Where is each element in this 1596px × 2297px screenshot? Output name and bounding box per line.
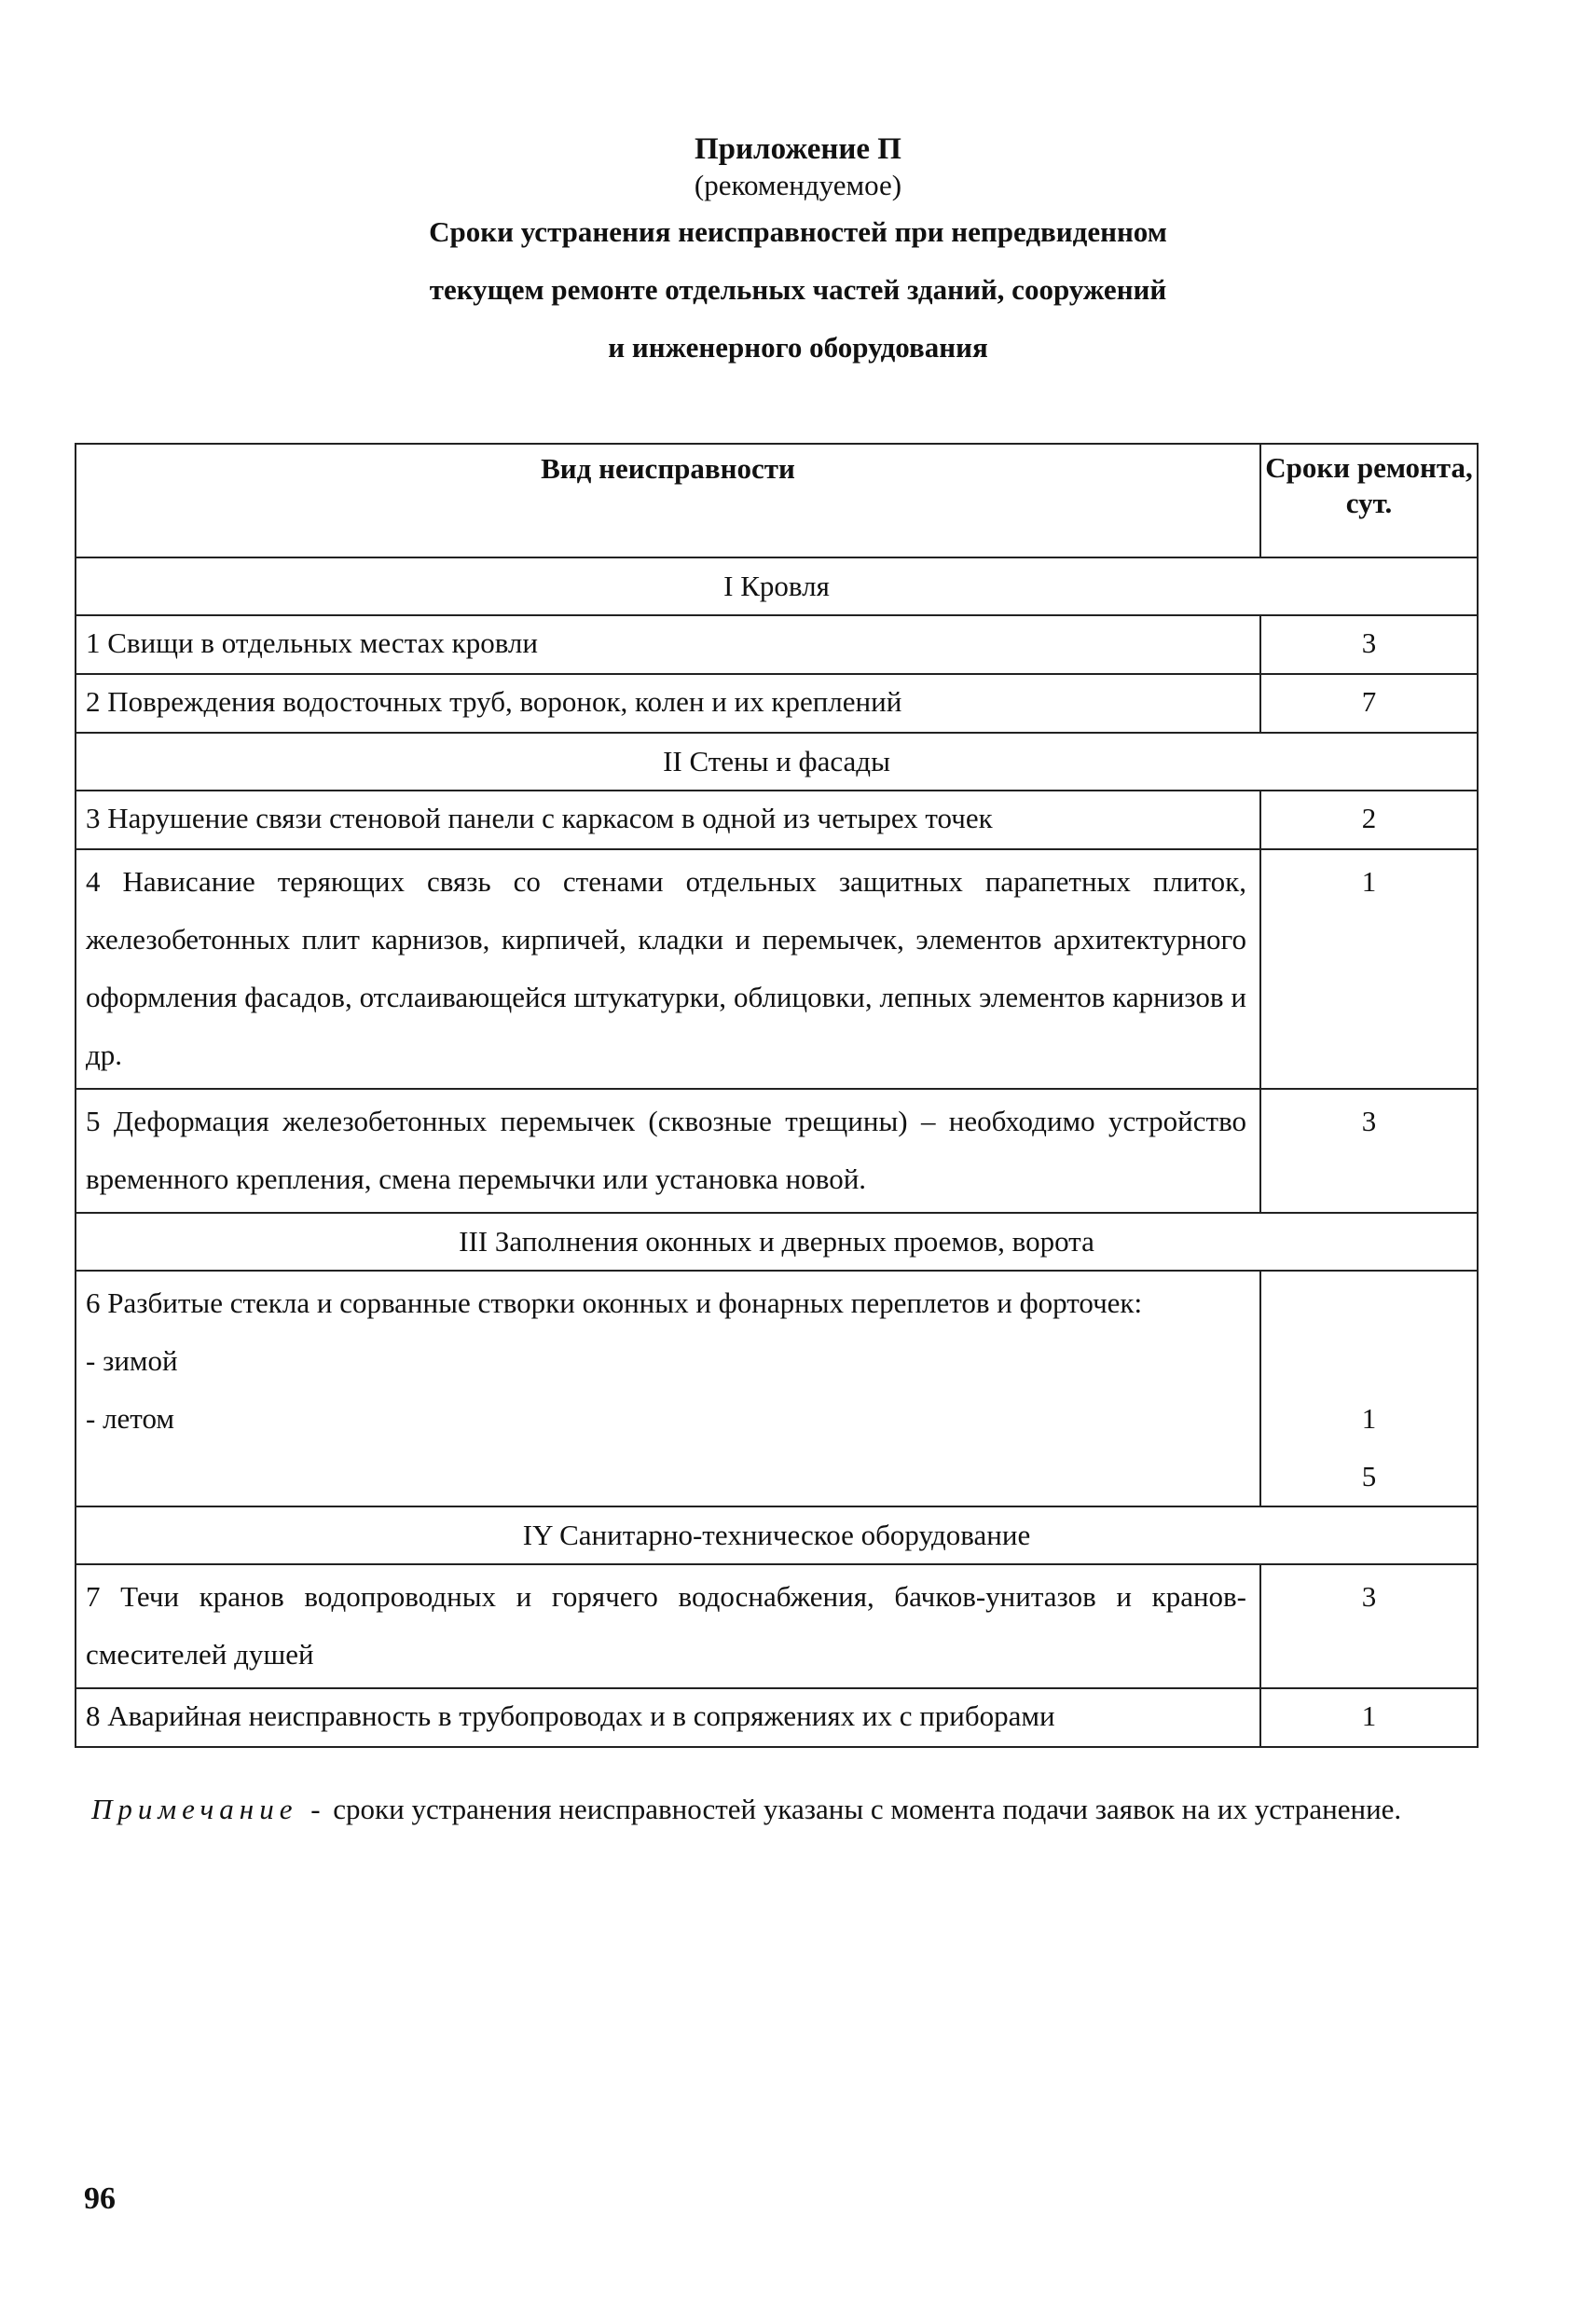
table-row	[76, 1271, 1478, 1506]
appendix-header	[0, 131, 1596, 377]
table-row	[76, 674, 1478, 733]
table-row	[76, 615, 1478, 674]
repair-term: 3	[1260, 615, 1478, 674]
section-row	[76, 1506, 1478, 1564]
page-number: 96	[84, 2181, 116, 2216]
table-row	[76, 1688, 1478, 1747]
section-title: II Стены и фасады	[76, 733, 1478, 791]
repair-term	[1260, 1271, 1478, 1506]
fault-description: 1 Свищи в отдельных местах кровли	[76, 615, 1260, 674]
section-row	[76, 557, 1478, 615]
title-line: Сроки устранения неисправностей при непредвиденном	[429, 215, 1167, 248]
appendix-label: Приложение П	[695, 132, 901, 166]
section-row	[76, 733, 1478, 791]
fault-sub-item: - летом	[86, 1402, 174, 1435]
fault-description	[76, 1271, 1260, 1506]
column-header-term: Сроки ремонта, сут.	[1260, 444, 1478, 557]
table-row	[76, 849, 1478, 1089]
section-title: I Кровля	[76, 557, 1478, 615]
section-title: IY Санитарно-техническое оборудование	[76, 1506, 1478, 1564]
fault-description: 4 Нависание теряющих связь со стенами отдельных защитных парапетных плиток, железобетонных плит карнизов, кирпичей, кладки и перемычек, элементов архитектурного оформления фасадов, отслаивающейся штукатурки, облицовки, лепных элементов карнизов и др.	[76, 849, 1260, 1089]
repair-term-sub: 5	[1361, 1460, 1377, 1492]
fault-description: 2 Повреждения водосточных труб, воронок, колен и их креплений	[76, 674, 1260, 733]
repair-term-sub: 1	[1361, 1402, 1377, 1435]
fault-description: 5 Деформация железобетонных перемычек (сквозные трещины) – необходимо устройство временного крепления, смена перемычки или установка новой.	[76, 1089, 1260, 1213]
fault-description: 3 Нарушение связи стеновой панели с каркасом в одной из четырех точек	[76, 791, 1260, 849]
note	[91, 1781, 1462, 1838]
section-row	[76, 1213, 1478, 1271]
note-label: Примечание -	[91, 1793, 326, 1825]
appendix-status: (рекомендуемое)	[694, 169, 902, 201]
repair-term: 1	[1260, 849, 1478, 1089]
repair-term: 1	[1260, 1688, 1478, 1747]
fault-description-text: 6 Разбитые стекла и сорванные створки оконных и фонарных переплетов и форточек:	[86, 1286, 1143, 1319]
section-title: III Заполнения оконных и дверных проемов, ворота	[76, 1213, 1478, 1271]
title-line: текущем ремонте отдельных частей зданий, сооружений	[429, 273, 1167, 306]
repair-term: 3	[1260, 1564, 1478, 1688]
fault-description: 8 Аварийная неисправность в трубопроводах и в сопряжениях их с приборами	[76, 1688, 1260, 1747]
table-row	[76, 1564, 1478, 1688]
repair-terms-table	[75, 443, 1477, 1748]
repair-term: 3	[1260, 1089, 1478, 1213]
table-row	[76, 791, 1478, 849]
repair-term: 2	[1260, 791, 1478, 849]
table-row	[76, 1089, 1478, 1213]
repair-term: 7	[1260, 674, 1478, 733]
table-header-row	[76, 444, 1478, 557]
title-line: и инженерного оборудования	[608, 331, 988, 364]
fault-description: 7 Течи кранов водопроводных и горячего водоснабжения, бачков-унитазов и кранов-смесителей душей	[76, 1564, 1260, 1688]
column-header-fault: Вид неисправности	[76, 444, 1260, 557]
note-text: сроки устранения неисправностей указаны с момента подачи заявок на их устранение.	[333, 1793, 1402, 1825]
appendix-title	[0, 203, 1596, 377]
fault-sub-item: - зимой	[86, 1344, 178, 1377]
